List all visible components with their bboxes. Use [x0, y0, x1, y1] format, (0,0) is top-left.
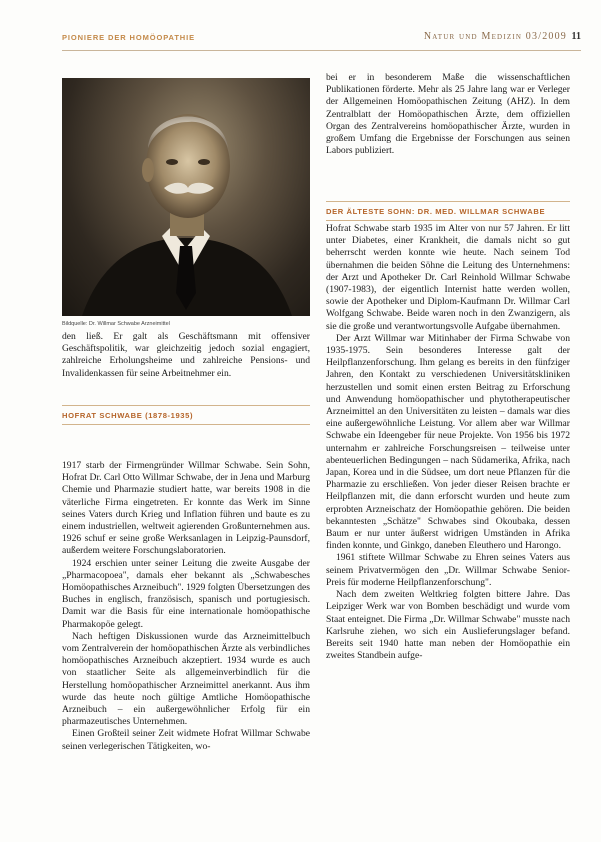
photo-caption: Bildquelle: Dr. Willmar Schwabe Arzneimittel — [62, 321, 170, 327]
paragraph: bei er in besonderem Maße die wissenschaftlichen Publikationen förderte. Mehr als 25 Jahre lang war er Verleger der Allgemeinen Homöopathischen Zeitung (AHZ). In dem Zentralblatt der Homöopathischen Ärzte, dem offiziellen Organ des Zentralvereins homöopathischer Ärzte, wurden in großem Umfang die Ergebnisse der Forschungen aus seinen Labors publiziert. — [326, 72, 570, 157]
column-2-top — [326, 72, 570, 157]
header-magazine-title: Natur und Medizin 03/2009 — [423, 31, 567, 42]
portrait-image — [62, 78, 310, 316]
paragraph: 1917 starb der Firmengründer Willmar Schwabe. Sein Sohn, Hofrat Dr. Carl Otto Willmar Schwabe, der in Jena und Marburg Chemie und Pharmazie studiert hatte, war bereits 1908 in die väterliche Firma eingetreten. Er konnte das Werk im Sinne seines Vaters durch Krieg und Inflation führen und baute es zu einem industriellen, weltweit agierenden Großunternehmen aus. 1926 schuf er seine große Werksanlagen in Leipzig-Paunsdorf, außerdem weitere Forschungslaboratorien. — [62, 460, 310, 557]
paragraph: 1924 erschien unter seiner Leitung die zweite Ausgabe der „Pharmacopoea", damals eher bekannt als „Schwabesches Homöopathisches Arzneibuch". 1929 folgten Übersetzungen des Buches in englisch, französisch, spanisch und portugiesisch. Damit war die Basis für eine internationale homöopathische Pharmakopöe gelegt. — [62, 557, 310, 630]
page-number: 11 — [571, 31, 581, 42]
portrait-photo — [62, 78, 310, 316]
column-2-bottom — [326, 223, 570, 662]
column-1-bottom — [62, 460, 310, 753]
section-heading-hofrat: HOFRAT SCHWABE (1878-1935) — [62, 405, 310, 425]
column-1-top — [62, 331, 310, 380]
paragraph: 1961 stiftete Willmar Schwabe zu Ehren seines Vaters aus seinem Privatvermögen den „Dr. Willmar Schwabe Senior-Preis für moderne Heilpflanzenforschung". — [326, 552, 570, 588]
paragraph: Nach dem zweiten Weltkrieg folgten bittere Jahre. Das Leipziger Werk war von Bomben beschädigt und wurde vom Staat enteignet. Die Firma „Dr. Willmar Schwabe" musste nach Karlsruhe ziehen, wo sich ein Auslieferungslager befand. Bereits seit 1940 hatte man neben der Homöopathie ein zweites Standbein aufge- — [326, 589, 570, 662]
paragraph: Der Arzt Willmar war Mitinhaber der Firma Schwabe von 1935-1975. Sein besonderes Interesse galt der Heilpflanzenforschung. Ihm gelang es bereits in den fünfziger Jahren, den Kontakt zu verschiedenen Universitätskliniken herzustellen und somit einen ersten Beitrag zu Erforschung und Anwendung homöopathischer und phytotherapeutischer Arzneimittel an den Universitäten zu leisten – damals war dies eine außergewöhnliche Leistung. Vor allem aber war Willmar Schwabe ein Ideengeber für neue Projekte. Von 1956 bis 1972 unternahm er zahlreiche Forschungsreisen – teilweise unter abenteuerlichen Bedingungen – nach Südamerika, Afrika, nach Japan, Korea und in die Südsee, um dort neue Pflanzen für die Pharmazie zu erschließen. Von jeder dieser Reisen brachte er Heilpflanzen mit, die dann erforscht wurden und heute zum erprobten Arzneischatz der Homöopathie gehören. Die beiden bekanntesten „Schätze" Schwabes sind Okoubaka, dessen Baum er nur unter äußerst widrigen Umständen in Afrika finden konnte, und Ginkgo, daneben Eleuthero und Harongo. — [326, 332, 570, 552]
paragraph: Hofrat Schwabe starb 1935 im Alter von nur 57 Jahren. Er litt unter Diabetes, einer Krankheit, die damals nicht so gut beherrscht werden konnte wie heute. Nach seinem Tod übernahmen die beiden Söhne die Leitung des Unternehmens: der Arzt und Apotheker Dr. Carl Reinhold Willmar Schwabe (1907-1983), der eigentlich Internist hatte werden wollen, sowie der Apotheker und Diplom-Kaufmann Dr. Willmar Carl Wolfgang Schwabe. Beide waren noch in den Zwanzigern, als sie die große und verantwortungsvolle Aufgabe übernahmen. — [326, 223, 570, 332]
paragraph: Nach heftigen Diskussionen wurde das Arzneimittelbuch vom Zentralverein der homöopathischen Ärzte als verbindliches homöopathisches Arzneibuch akzeptiert. 1934 wurde es auch von staatlicher Seite als allgemeinverbindlich für die Herstellung homöopathischer Arzneimittel anerkannt. Aus ihm wurde das heute noch gültige Amtliche Homöopathische Arzneibuch – ein außergewöhnlicher Erfolg für ein pharmazeutisches Unternehmen. — [62, 630, 310, 728]
section-heading-aeltester-sohn: DER ÄLTESTE SOHN: DR. MED. WILLMAR SCHWABE — [326, 201, 570, 221]
header-divider — [62, 50, 581, 51]
running-header — [62, 31, 581, 47]
paragraph: Einen Großteil seiner Zeit widmete Hofrat Willmar Schwabe seinen verlegerischen Tätigkeiten, wo- — [62, 728, 310, 752]
paragraph: den ließ. Er galt als Geschäftsmann mit offensiver Geschäftspolitik, war gleichzeitig jedoch sozial engagiert, zahlreiche Erholungsheime und zahlreiche Pensions- und Invalidenkassen für seine Arbeitnehmer ein. — [62, 331, 310, 379]
header-section-title: PIONIERE DER HOMÖOPATHIE — [62, 33, 195, 42]
